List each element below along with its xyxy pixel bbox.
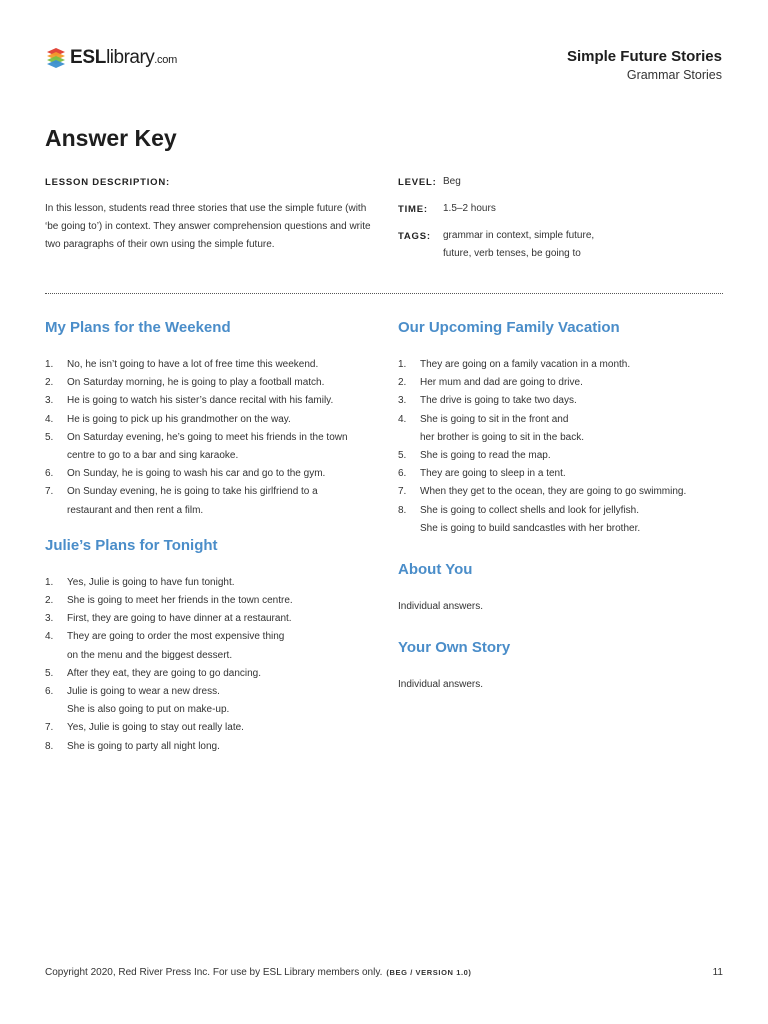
time-value: 1.5–2 hours [443,203,496,214]
answer-text: They are going to order the most expensive thing on the menu and the biggest dessert. [67,631,285,661]
answer-text: Julie is going to wear a new dress. She is also going to put on make-up. [67,686,230,716]
answer-text: On Sunday evening, he is going to take his girlfriend to a restaurant and then rent a film. [67,486,318,516]
answer-number: 2. [45,377,54,389]
section-title-julie: Julie’s Plans for Tonight [45,536,218,554]
answer-number: 6. [45,686,54,698]
answer-item [398,411,728,447]
answer-number: 2. [45,595,54,607]
answer-text: Yes, Julie is going to stay out really late. [67,722,244,734]
tags-label: TAGS: [398,231,431,242]
logo-wordmark: ESLlibrary.com [70,47,177,68]
answer-number: 3. [45,395,54,407]
answer-text: First, they are going to have dinner at a restaurant. [67,613,292,625]
answer-text: She is going to party all night long. [67,740,220,752]
time-label: TIME: [398,204,428,215]
answer-number: 6. [45,468,54,480]
answer-text: They are going on a family vacation in a month. [420,359,631,370]
answer-number: 8. [398,504,407,516]
answer-text: She is going to sit in the front and her brother is going to sit in the back. [420,413,584,443]
section-title-vacation: Our Upcoming Family Vacation [398,319,620,336]
section-divider [45,293,723,294]
footer-version: (BEG / VERSION 1.0) [386,968,472,977]
answer-number: 5. [398,450,407,462]
answer-item [45,483,375,519]
answer-item [45,411,375,429]
answer-number: 2. [398,377,407,389]
answer-text: She is going to read the map. [420,450,551,462]
right-column [398,318,728,694]
left-column [45,318,375,756]
answer-number: 5. [45,431,54,443]
logo-books-icon [45,46,67,70]
answer-item [398,374,728,392]
document-title: Simple Future Stories [566,48,722,65]
document-subtitle: Grammar Stories [626,68,722,82]
own-story-answer: Individual answers. [398,679,484,691]
answer-text: Yes, Julie is going to have fun tonight. [67,576,235,588]
footer-copyright: Copyright 2020, Red River Press Inc. For use by ESL Library members only. (BEG / VERSION 1.0) [45,967,472,978]
answer-item [398,502,728,538]
answer-item [45,356,375,374]
about-you-answer: Individual answers. [398,601,484,613]
answer-number: 6. [398,468,407,480]
answer-text: He is going to pick up his grandmother on the way. [67,413,291,425]
answer-item [398,392,728,410]
section-title-own-story: Your Own Story [398,639,511,657]
answer-item [398,447,728,465]
answer-text: Her mum and dad are going to drive. [420,377,583,389]
answer-text: They are going to sleep in a tent. [420,468,566,480]
answer-list-weekend [45,356,375,520]
answer-item [45,392,375,410]
answer-number: 1. [45,576,54,588]
esl-library-logo [45,45,177,71]
answer-list-julie [45,574,375,756]
answer-number: 8. [45,740,54,752]
page-title: Answer Key [45,125,177,151]
answer-number: 1. [398,359,407,370]
answer-text: She is going to collect shells and look for jellyfish. She is going to build sandcastles with her brother. [420,504,641,534]
lesson-description-text: In this lesson, students read three stories that use the simple future (with ‘be going to’) in context. They answer comprehension questions and write two paragraphs of their own using the simple future. [45,203,371,250]
answer-number: 3. [45,613,54,625]
answer-text: She is going to meet her friends in the town centre. [67,595,293,607]
answer-item [398,483,728,501]
page-number: 11 [712,967,723,978]
section-title-weekend: My Plans for the Weekend [45,319,231,336]
answer-number: 4. [398,413,407,425]
answer-text: On Saturday evening, he’s going to meet his friends in the town centre to go to a bar and sing karaoke. [67,431,348,462]
answer-number: 4. [45,413,54,425]
tags-value: grammar in context, simple future, future, verb tenses, be going to [443,230,595,259]
answer-number: 3. [398,395,407,407]
answer-item [45,738,375,756]
answer-number: 7. [45,722,54,734]
section-title-about-you: About You [398,561,473,579]
level-value: Beg [443,176,461,187]
answer-item [398,465,728,483]
answer-item [398,356,728,374]
answer-item [45,683,375,719]
answer-item [45,610,375,628]
lesson-description-label: LESSON DESCRIPTION: [45,177,170,188]
answer-item [45,719,375,737]
answer-number: 1. [45,359,54,370]
answer-item [45,465,375,483]
answer-text: No, he isn’t going to have a lot of free time this weekend. [67,359,319,370]
answer-item [45,665,375,683]
answer-number: 5. [45,667,54,679]
answer-text: He is going to watch his sister’s dance recital with his family. [67,395,334,407]
answer-text: On Saturday morning, he is going to play a football match. [67,377,325,389]
answer-text: After they eat, they are going to go dancing. [67,667,262,679]
document-title-block [567,48,722,84]
answer-item [45,429,375,465]
answer-list-vacation [398,356,728,538]
answer-number: 4. [45,631,54,643]
answer-text: On Sunday, he is going to wash his car and go to the gym. [67,468,326,480]
answer-item [45,574,375,592]
answer-number: 7. [45,486,54,498]
answer-item [45,374,375,392]
answer-text: When they get to the ocean, they are going to go swimming. [420,486,687,498]
level-label: LEVEL: [398,177,437,188]
answer-item [45,592,375,610]
answer-item [45,628,375,664]
answer-text: The drive is going to take two days. [420,395,577,407]
answer-number: 7. [398,486,407,498]
